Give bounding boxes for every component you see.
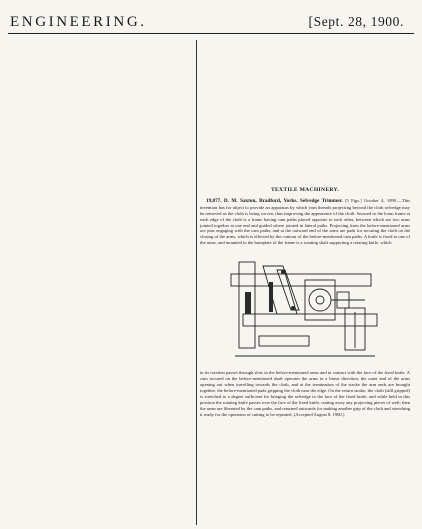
body-text-1: [5 Figs.] October 4, 1899.—This invention has for object to provide an apparatus by which yarn threads projecting beyond the cloth selvedge may be removed as the cloth is being woven, thus improving the appearance of the cloth. Secured to the loom frame at each edge of the cloth is a frame having cam paths placed opposite to each other, between which are two arms jointed together at one end and guided where jointed in lateral paths. Projecting from the before-mentioned arms are pins engaging with the cam paths, and at the outward end of the arms are pads for securing the cloth on the closing of the arms, which is effected by the contour of the before-mentioned cam paths. A knife is fixed to one of the arms, and mounted to the baseplate of the frame is a rotating shaft supporting a rotating knife, which (200, 197, 410, 246)
base-plate (259, 336, 309, 346)
selvedge-trimmer-figure (225, 252, 385, 364)
journal-title: ENGINEERING. (10, 14, 147, 30)
header-rule (8, 33, 414, 34)
guide-pin (291, 306, 295, 310)
patent-paragraph (200, 198, 410, 246)
cam-hub (316, 296, 324, 304)
patent-number: 19,877. (206, 197, 222, 204)
arm-inner (277, 270, 299, 310)
knife-blade (269, 282, 273, 312)
section-title: TEXTILE MACHINERY. (270, 187, 340, 193)
cam-wheel (309, 289, 331, 311)
article (200, 188, 410, 417)
column-divider (196, 40, 197, 525)
issue-date: [Sept. 28, 1900. (308, 14, 404, 29)
upper-frame-bar (231, 274, 371, 286)
cloth-edge (245, 292, 251, 314)
body-paragraph-2 (200, 370, 410, 417)
body-text-2: in its rotation passes through slots in the before-mentioned arms and in contact with the face of the fixed knife. A cam secured on the before-mentioned shaft operates the arms in a linear direction, the outer end of the arms opening out when travelling towards the cloth, and at the termination of the stroke the arm ends are brought together, the before-mentioned pads gripping the cloth near the edge. On the return stroke, the cloth (still gripped) is stretched to a degree sufficient for bringing the selvedge to the face of the fixed knife, and while held in this position the rotating knife passes over the face of the fixed knife, cutting away any projecting pieces of weft; then the arms are liberated by the cam paths, and returned outwards for making another grip of the cloth and stretching it ready for the operation of cutting to be repeated. (Accepted August 8, 1900.) (200, 370, 410, 417)
patentee: D. M. Saxton, Bradford, Yorks. (223, 197, 298, 204)
pivot-pin (281, 270, 285, 274)
patent-subject: Selvedge Trimmer. (300, 197, 343, 204)
